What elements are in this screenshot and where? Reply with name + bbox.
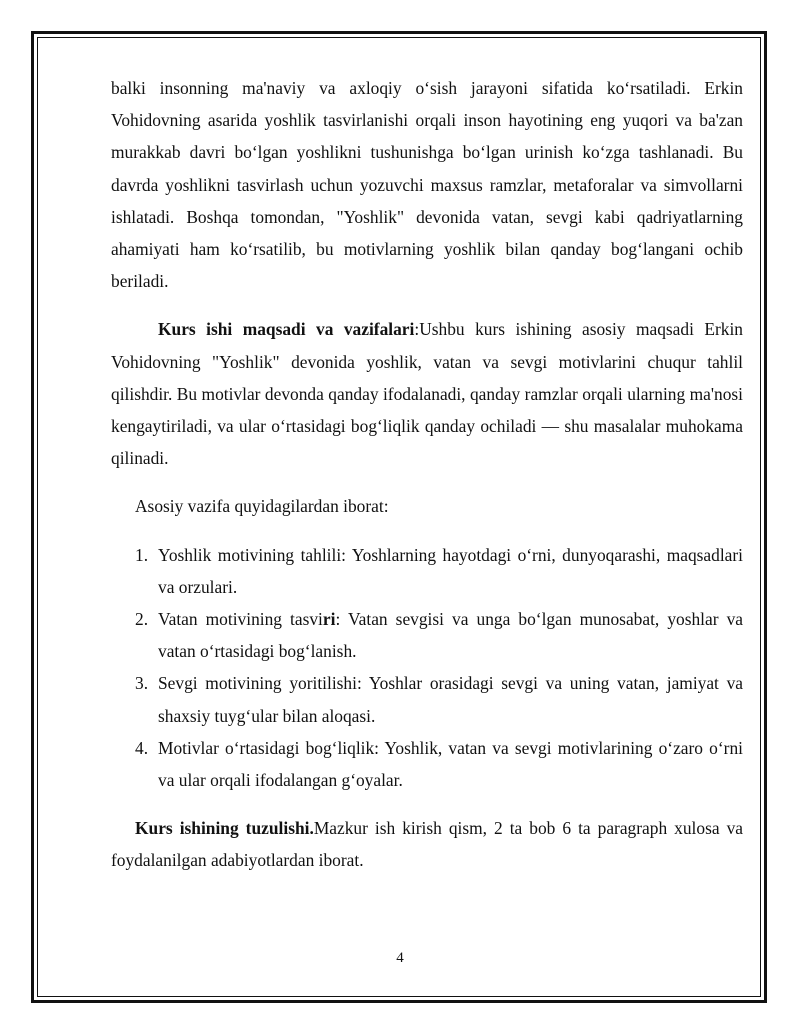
goals-paragraph <box>111 313 743 474</box>
list-item <box>111 732 743 796</box>
list-item-text: Vatan motivining tasvi <box>158 609 323 630</box>
goals-heading: Kurs ishi maqsadi va vazifalari <box>158 319 415 340</box>
structure-heading: Kurs ishining tuzulishi. <box>135 818 314 839</box>
page-number: 4 <box>396 950 404 966</box>
structure-paragraph <box>111 812 743 876</box>
list-item-text: Sevgi motivining yoritilishi: Yoshlar orasidagi sevgi va uning vatan, jamiyat va shaxsiy tuyg‘ular bilan aloqasi. <box>158 673 743 726</box>
list-item-number: 4. <box>135 737 149 758</box>
structure-text: Mazkur ish kirish qism, 2 ta bob 6 ta paragraph xulosa va foydalanilgan adabiyotlardan iborat. <box>111 818 743 871</box>
goals-text: :Ushbu kurs ishining asosiy maqsadi Erkin Vohidovning "Yoshlik" devonida yoshlik, vatan va sevgi motivlarini chuqur tahlil qilishdir. Bu motivlar devonda qanday ifodalanadi, qanday ramzlar orqali ularning ma'nosi kengaytiriladi, va ular o‘rtasidagi bog‘liqlik qanday ochiladi — shu masalalar muhokama qilinadi. <box>111 319 744 469</box>
intro-paragraph: balki insonning ma'naviy va axloqiy o‘sish jarayoni sifatida ko‘rsatiladi. Erkin Vohidovning asarida yoshlik tasvirlanishi orqali inson hayotining eng yuqori va ba'zan murakkab davri bo‘lgan yoshlikni tushunishga bo‘lgan urinish ko‘zga tashlanadi. Bu davrda yoshlikni tasvirlash uchun yozuvchi maxsus ramzlar, metaforalar va simvollarni ishlatadi. Boshqa tomondan, "Yoshlik" devonida vatan, sevgi kabi qadriyatlarning ahamiyati ham ko‘rsatilib, bu motivlarning yoshlik bilan qanday bog‘langani ochib beriladi. <box>111 78 743 292</box>
list-item-number: 3. <box>135 673 149 694</box>
list-item-text: Yoshlik motivining tahlili: Yoshlarning hayotdagi o‘rni, dunyoqarashi, maqsadlari va orzulari. <box>158 544 743 597</box>
list-item-bold-fragment: ri <box>322 609 336 630</box>
list-item-text: Motivlar o‘rtasidagi bog‘liqlik: Yoshlik, vatan va sevgi motivlarining o‘zaro o‘rni va ular orqali ifodalangan g‘oyalar. <box>158 737 743 791</box>
list-item <box>111 539 743 603</box>
list-item-number: 2. <box>135 609 149 630</box>
tasks-intro: Asosiy vazifa quyidagilardan iborat: <box>135 496 389 517</box>
list-item <box>111 603 743 667</box>
tasks-list <box>111 539 743 797</box>
document-body <box>111 72 743 877</box>
list-item-text-rest: : Vatan sevgisi va unga bo‘lgan munosabat, yoshlar va vatan o‘rtasidagi bog‘lanish. <box>158 609 743 662</box>
list-item-number: 1. <box>135 544 149 565</box>
list-item <box>111 667 743 731</box>
